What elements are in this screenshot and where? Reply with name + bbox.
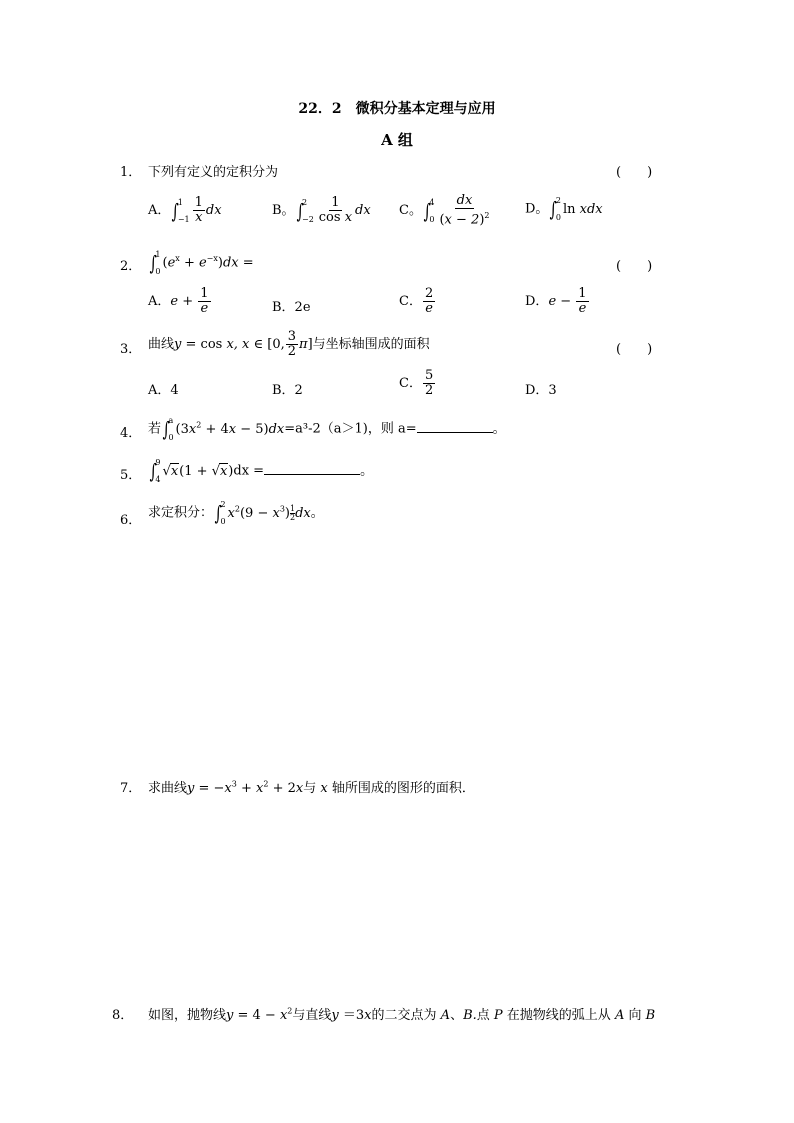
q6-stem (148, 500, 324, 526)
q4-mid: =a³-2（a＞1)，则 a= (284, 421, 417, 437)
q7-stem (148, 777, 475, 796)
q5-stem (148, 458, 373, 484)
q2-option-a-expr: e + $\frac{1}{e}$ (170, 286, 209, 316)
q8-text-2: 与直线 (292, 1008, 332, 1023)
q4-pre: 若 (148, 421, 162, 437)
q1-option-d-expr: ∫ 2 0 ln xdx (550, 196, 603, 222)
q2-option-a[interactable] (148, 287, 212, 316)
q8-stem (148, 1004, 655, 1023)
q2-option-d-expr: e − $\frac{1}{e}$ (548, 286, 587, 316)
q6-end: 。 (310, 505, 324, 521)
q1-option-d[interactable] (525, 196, 603, 222)
q3-stem (148, 330, 430, 359)
q3-option-c[interactable] (399, 369, 436, 398)
q2-option-a-label: A． (148, 294, 171, 309)
q1-number: 1． (120, 165, 142, 180)
q8-text-4: 、 (450, 1008, 464, 1023)
q1-option-b-expr: ∫ 2 −2 $\frac{1}{\text{cos x}}$ dx (296, 195, 371, 225)
q8-point-b2: B (641, 1008, 656, 1023)
q2-number: 2． (120, 259, 142, 274)
q8-text-1: 如图，抛物线 (148, 1008, 227, 1023)
q4-stem (148, 416, 506, 442)
q6-number: 6． (120, 513, 142, 528)
q1-option-a-label: A． (148, 203, 171, 218)
q5-end: 。 (360, 463, 374, 479)
q1-option-a[interactable] (148, 196, 222, 225)
q4-expr: ∫ a 0 $(3x^2 + 4x - 5)dx$ (162, 416, 285, 442)
q5-mid: dx = (233, 463, 265, 479)
q2-option-c-expr: $\frac{2}{e}$ (424, 286, 434, 316)
q8-line-expr: y ＝3x (331, 1008, 372, 1023)
q4-answer-blank[interactable] (417, 432, 493, 433)
q1-option-d-label: D。 (525, 201, 549, 217)
q1-answer-paren: ( ) (616, 165, 653, 180)
q7-mid: 与 (303, 781, 317, 796)
q2-option-d[interactable] (525, 287, 590, 316)
q2-option-c[interactable] (399, 287, 436, 316)
q3-stem-post: 与坐标轴围成的面积 (312, 337, 430, 352)
q3-stem-pre: 曲线 (148, 337, 175, 352)
q8-text-6: 在抛物线的弧上从 (506, 1008, 611, 1023)
q8-text-7: 向 (628, 1008, 642, 1023)
q3-option-c-label: C． (399, 376, 422, 391)
q1-option-c-expr: ∫ 4 0 $\frac{dx}{(x - 2)^2}$ (423, 193, 490, 228)
q2-option-d-label: D． (525, 294, 549, 309)
q2-option-c-label: C． (399, 294, 422, 309)
q1-option-b-label: B。 (272, 203, 295, 218)
q5-number: 5． (120, 468, 142, 483)
q3-option-a[interactable]: A．4 (148, 383, 179, 398)
q8-text-5: 点 (476, 1008, 490, 1023)
q3-option-d[interactable]: D．3 (525, 383, 557, 398)
q1-stem: 下列有定义的定积分为 (148, 165, 279, 180)
q4-number: 4． (120, 426, 142, 441)
q8-point-a: A (436, 1008, 451, 1023)
q8-point-p: P (489, 1008, 507, 1023)
q7-axis-var: x (316, 781, 332, 796)
q7-pre: 求曲线 (148, 781, 188, 796)
q6-expr: ∫ 2 0 $x^2(9 - x^3)$ $\frac{1}{2}$ dx (214, 500, 311, 526)
q7-number: 7． (120, 781, 142, 796)
q1-option-c-label: C。 (399, 203, 422, 219)
q8-number: 8． (112, 1008, 134, 1023)
q7-expr: $y = -x^3 + x^2 + 2x$ (187, 779, 304, 796)
q5-answer-blank[interactable] (264, 474, 360, 475)
q3-option-b[interactable]: B．2 (272, 383, 303, 398)
page-title: 22．2 微积分基本定理与应用 (298, 101, 496, 117)
q3-answer-paren: ( ) (616, 342, 653, 357)
q1-option-b[interactable] (272, 196, 371, 225)
q1-option-c[interactable] (399, 194, 492, 227)
group-heading: A 组 (381, 131, 413, 149)
q2-stem-expr: ∫ 1 0 $(e^x + e^{-x})dx$ = (149, 250, 254, 276)
q8-point-a2: A (610, 1008, 629, 1023)
q6-pre: 求定积分： (148, 505, 214, 521)
q8-text-3: 的二交点为 (371, 1008, 437, 1023)
q2-answer-paren: ( ) (616, 259, 653, 274)
q2-option-b[interactable]: B．2e (272, 300, 311, 315)
q8-point-b: B. (463, 1008, 477, 1023)
q5-expr: ∫ 9 4 √x(1 + √x) (149, 458, 234, 484)
q1-option-a-expr: ∫ 1 −1 $\frac{1}{x}$ dx (171, 195, 222, 225)
q3-number: 3． (120, 342, 142, 357)
q8-parabola-expr: $y = 4 - x^2$ (226, 1006, 293, 1023)
q4-end: 。 (492, 421, 506, 437)
q7-post: 轴所围成的图形的面积． (331, 781, 475, 796)
q3-stem-expr: y = cos x, x ∈ [0, $\frac{3}{2}$ π] (174, 329, 313, 359)
q3-option-c-expr: $\frac{5}{2}$ (424, 368, 434, 398)
